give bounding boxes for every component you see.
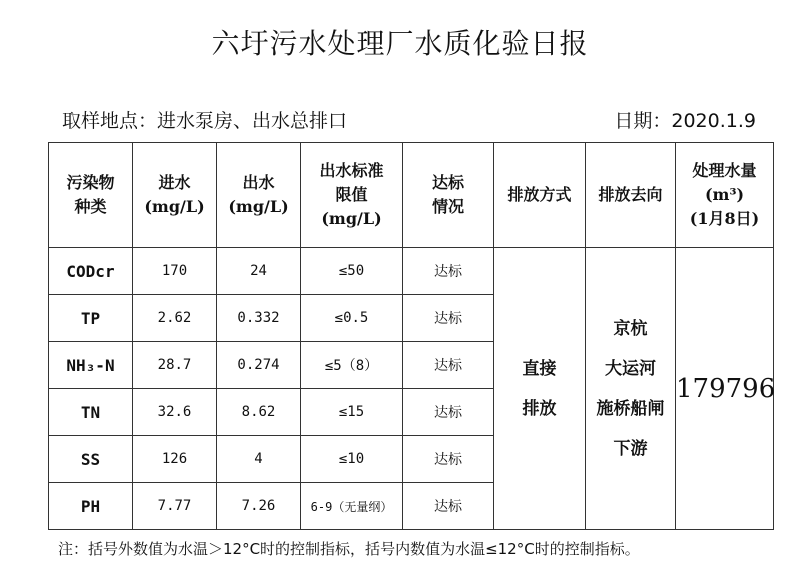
header-pollutant: 污染物 种类 [49, 143, 133, 248]
status-cell: 达标 [403, 295, 494, 342]
limit-cell: ≤50 [301, 248, 403, 295]
influent-cell: 170 [133, 248, 217, 295]
effluent-cell: 24 [217, 248, 301, 295]
pollutant-cell: CODcr [49, 248, 133, 295]
effluent-cell: 4 [217, 436, 301, 483]
pollutant-cell: PH [49, 483, 133, 530]
header-limit: 出水标准 限值 (mg/L) [301, 143, 403, 248]
influent-cell: 126 [133, 436, 217, 483]
discharge-destination-cell: 京杭 大运河 施桥船闸 下游 [586, 248, 676, 530]
influent-cell: 28.7 [133, 342, 217, 389]
limit-cell: 6-9（无量纲） [301, 483, 403, 530]
influent-cell: 32.6 [133, 389, 217, 436]
limit-cell: ≤0.5 [301, 295, 403, 342]
pollutant-cell: NH₃-N [49, 342, 133, 389]
header-volume: 处理水量 (m³) (1月8日) [676, 143, 774, 248]
pollutant-cell: TN [49, 389, 133, 436]
header-row [49, 143, 774, 248]
influent-cell: 2.62 [133, 295, 217, 342]
report-title: 六圩污水处理厂水质化验日报 [211, 27, 589, 60]
water-quality-table [48, 142, 774, 530]
pollutant-cell: TP [49, 295, 133, 342]
status-cell: 达标 [403, 483, 494, 530]
status-cell: 达标 [403, 342, 494, 389]
footnote: 注：括号外数值为水温＞12°C时的控制指标，括号内数值为水温≤12°C时的控制指标。 [58, 540, 640, 558]
report-date: 日期：2020.1.9 [614, 110, 756, 132]
discharge-method-cell: 直接 排放 [494, 248, 586, 530]
effluent-cell: 8.62 [217, 389, 301, 436]
treated-volume-cell: 179796 [676, 248, 774, 530]
status-cell: 达标 [403, 248, 494, 295]
status-cell: 达标 [403, 389, 494, 436]
sampling-location: 取样地点：进水泵房、出水总排口 [62, 110, 348, 132]
pollutant-cell: SS [49, 436, 133, 483]
effluent-cell: 0.332 [217, 295, 301, 342]
limit-cell: ≤15 [301, 389, 403, 436]
table-row [49, 248, 774, 295]
header-discharge-method: 排放方式 [494, 143, 586, 248]
header-effluent: 出水 (mg/L) [217, 143, 301, 248]
influent-cell: 7.77 [133, 483, 217, 530]
effluent-cell: 7.26 [217, 483, 301, 530]
limit-cell: ≤10 [301, 436, 403, 483]
header-influent: 进水 (mg/L) [133, 143, 217, 248]
effluent-cell: 0.274 [217, 342, 301, 389]
limit-cell: ≤5（8） [301, 342, 403, 389]
header-compliance: 达标 情况 [403, 143, 494, 248]
status-cell: 达标 [403, 436, 494, 483]
header-discharge-destination: 排放去向 [586, 143, 676, 248]
